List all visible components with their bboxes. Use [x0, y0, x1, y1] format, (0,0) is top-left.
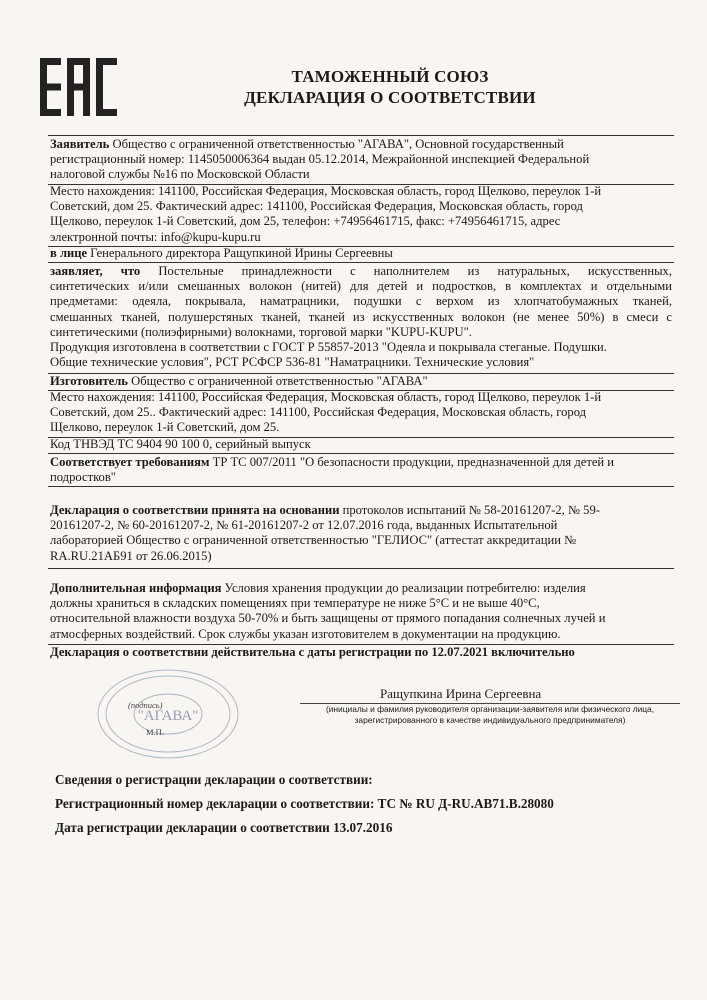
signatory-name: Ращупкина Ирина Сергеевна	[380, 686, 542, 701]
additional-text: атмосферных воздействий. Срок службы указан изготовителем в документации на продукцию.	[50, 626, 561, 641]
standard-text: Продукция изготовлена в соответствии с ГОСТ Р 55857-2013 "Одеяла и покрывала стеганые. Подушки.	[50, 340, 607, 355]
declares-text: Постельные принадлежности с наполнителем из натуральных, искусственных,	[140, 264, 672, 278]
document-title	[150, 66, 630, 108]
person-text: Генерального директора Ращупкиной Ирины Сергеевны	[87, 246, 393, 260]
location-line: Место нахождения: 141100, Российская Федерация, Московская область, город Щелково, переулок 1-й	[50, 184, 602, 198]
applicant-person	[50, 246, 672, 261]
declares-section	[50, 264, 672, 370]
applicant-location	[50, 184, 672, 245]
manufacturer-line: Советский, дом 25.. Фактический адрес: 141100, Российская Федерация, Московская область, город	[50, 405, 587, 420]
title-declaration: ДЕКЛАРАЦИЯ О СООТВЕТСТВИИ	[244, 88, 536, 107]
declares-text: смешанных тканей, полушерстяных тканей, тканей из искусственных волокон (не менее 50%) в смеси с	[50, 309, 672, 324]
registration-number: Регистрационный номер декларации о соответствии: ТС № RU Д-RU.АВ71.В.28080	[55, 796, 554, 811]
applicant-text: налоговой службы №16 по Московской Области	[50, 167, 310, 182]
additional-text: должны храниться в складских помещениях при температуре не ниже 5°С и не выше 40°С,	[50, 596, 540, 611]
tnved-code	[50, 437, 672, 452]
note-line: зарегистрированного в качестве индивидуального предпринимателя)	[354, 715, 626, 725]
declares-label: заявляет, что	[50, 264, 141, 278]
compliance-text: ТР ТС 007/2011 "О безопасности продукции, предназначенной для детей и	[209, 455, 615, 469]
registration-date: Дата регистрации декларации о соответствии 13.07.2016	[55, 820, 393, 835]
additional-label: Дополнительная информация	[50, 581, 222, 595]
signatory-note	[300, 704, 680, 726]
applicant-text: Общество с ограниченной ответственностью "АГАВА", Основной государственный	[109, 137, 564, 151]
declares-text: синтетическими (полиэфирными) волокнами, торговой марки "KUPU-KUPU".	[50, 324, 472, 339]
divider	[48, 262, 674, 263]
basis-label: Декларация о соответствии принята на основании	[50, 503, 340, 517]
divider	[48, 486, 674, 487]
manufacturer-section	[50, 374, 672, 389]
manufacturer-location	[50, 390, 672, 436]
registration-heading: Сведения о регистрации декларации о соответствии:	[55, 772, 373, 787]
validity-text: Декларация о соответствии действительна с даты регистрации по 12.07.2021 включительно	[50, 645, 575, 659]
additional-text: Условия хранения продукции до реализации потребителю: изделия	[221, 581, 586, 595]
title-union: ТАМОЖЕННЫЙ СОЮЗ	[291, 67, 489, 86]
note-line: (инициалы и фамилия руководителя организации-заявителя или физического лица,	[325, 704, 655, 714]
svg-text:"АГАВА": "АГАВА"	[137, 708, 199, 724]
company-stamp-icon	[88, 664, 244, 764]
location-line: Щелково, переулок 1-й Советский, дом 25, телефон: +74956461715, факс: +74956461715, адрес	[50, 214, 561, 229]
basis-text: протоколов испытаний № 58-20161207-2, № 59-	[339, 503, 600, 517]
signature-caption: (подпись)	[128, 700, 163, 710]
basis-text: 20161207-2, № 60-20161207-2, № 61-20161207-2 от 12.07.2016 года, выданных Испытательной	[50, 518, 558, 533]
declares-text: предметами: одеяла, покрывала, наматрацники, подушки с верхом из хлопчатобумажных тканей,	[50, 294, 672, 309]
applicant-label: Заявитель	[50, 137, 110, 151]
manufacturer-name: Общество с ограниченной ответственностью "АГАВА"	[127, 374, 428, 388]
basis-text: RA.RU.21АБ91 от 26.06.2015)	[50, 548, 212, 563]
additional-section	[50, 581, 672, 642]
compliance-label: Соответствует требованиям	[50, 455, 210, 469]
seal-place-caption: М.П.	[146, 727, 164, 737]
basis-text: лабораторией Общество с ограниченной ответственностью "ГЕЛИОС" (аттестат аккредитации №	[50, 533, 577, 548]
person-label: в лице	[50, 246, 88, 260]
divider	[48, 453, 674, 454]
manufacturer-label: Изготовитель	[50, 374, 128, 388]
manufacturer-line: Место нахождения: 141100, Российская Федерация, Московская область, город Щелково, переулок 1-й	[50, 390, 602, 404]
divider	[48, 135, 674, 136]
compliance-text: подростков"	[50, 470, 116, 485]
code-text: Код ТНВЭД ТС 9404 90 100 0, серийный выпуск	[50, 437, 311, 451]
eac-logo-icon	[40, 58, 118, 116]
location-line: электронной почты: info@kupu-kupu.ru	[50, 229, 261, 244]
applicant-section	[50, 137, 672, 183]
standard-text: Общие технические условия", РСТ РСФСР 536-81 "Наматрацники. Технические условия"	[50, 355, 535, 370]
manufacturer-line: Щелково, переулок 1-й Советский, дом 25.	[50, 420, 280, 435]
divider	[48, 568, 674, 569]
declares-text: синтетических и/или смешанных волокон (нитей) для детей и подростков, в комплектах и отдельными	[50, 279, 672, 294]
basis-section	[50, 503, 672, 564]
location-line: Советский, дом 25. Фактический адрес: 141100, Российская Федерация, Московская область, город	[50, 199, 583, 214]
compliance-section	[50, 455, 672, 485]
applicant-text: регистрационный номер: 1145050006364 выдан 05.12.2014, Межрайонной инспекцией Федеральной	[50, 152, 590, 167]
additional-text: относительной влажности воздуха 50-70% и быть защищены от прямого попадания солнечных лучей и	[50, 611, 606, 626]
validity-section	[50, 645, 672, 660]
